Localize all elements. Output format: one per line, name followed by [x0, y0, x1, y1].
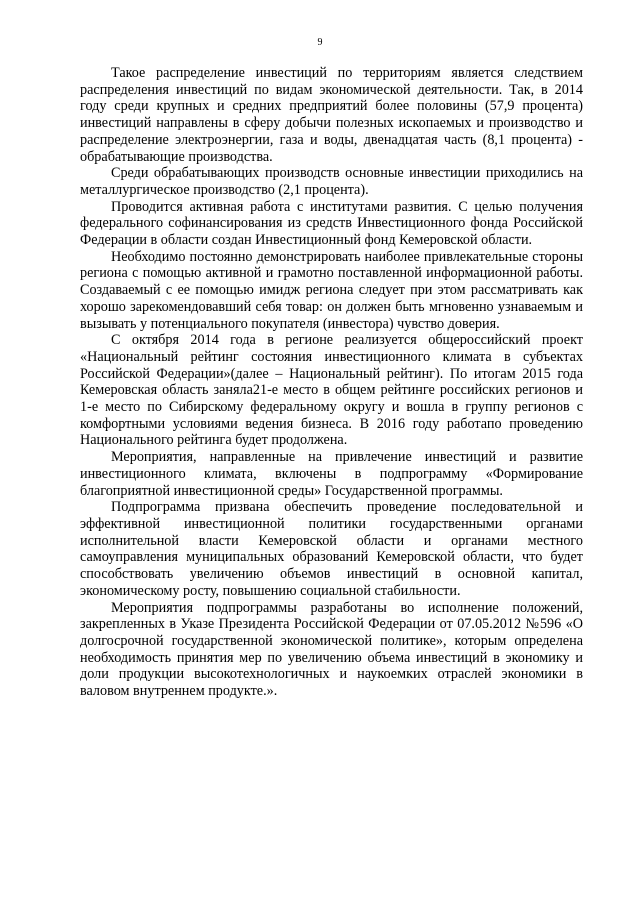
paragraph-investment-distribution: Такое распределение инвестиций по территориям является следствием распределения инвестиций по видам экономической деятельности. Так, в 2014 году среди крупных и средних предприятий более половины (57,9 процента) инвестиций направлены в сферу добычи полезных ископаемых и производство и распределение электроэнергии, газа и воды, двенадцатая часть (8,1 процента) - обрабатывающие производства. [80, 65, 583, 165]
paragraph-presidential-decree: Мероприятия подпрограммы разработаны во исполнение положений, закрепленных в Указе Президента Российской Федерации от 07.05.2012 №596 «О долгосрочной государственной экономической политике», которым определена необходимость принятия мер по увеличению объема инвестиций в экономику и доли продукции высокотехнологичных и наукоемких отраслей экономики в валовом внутреннем продукте.». [80, 599, 583, 700]
paragraph-region-image: Необходимо постоянно демонстрировать наиболее привлекательные стороны региона с помощью активной и грамотно поставленной информационной работы. Создаваемый с ее помощью имидж региона следует при этом рассматривать как хорошо зарекомендовавший себя товар: он должен быть мгновенно узнаваемым и вызывать у потенциального покупателя (инвестора) чувство доверия. [80, 248, 583, 332]
page-number: 9 [317, 37, 323, 48]
document-body [80, 65, 583, 700]
paragraph-development-institutions: Проводится активная работа с институтами развития. С целью получения федерального софинансирования из средств Инвестиционного фонда Российской Федерации в области создан Инвестиционный фонд Кемеровской области. [80, 198, 583, 249]
paragraph-subprogram-purpose: Подпрограмма призвана обеспечить проведение последовательной и эффективной инвестиционной политики государственными органами исполнительной власти Кемеровской области и органами местного самоуправления муниципальных образований Кемеровской области, что будет способствовать увеличению объемов инвестиций в основной капитал, экономическому росту, повышению социальной стабильности. [80, 499, 583, 599]
paragraph-subprogram-measures: Мероприятия, направленные на привлечение инвестиций и развитие инвестиционного климата, включены в подпрограмму «Формирование благоприятной инвестиционной среды» Государственной программы. [80, 449, 583, 499]
paragraph-manufacturing-investments: Среди обрабатывающих производств основные инвестиции приходились на металлургическое производство (2,1 процента). [80, 165, 583, 198]
paragraph-national-rating: С октября 2014 года в регионе реализуется общероссийский проект «Национальный рейтинг состояния инвестиционного климата в субъектах Российской Федерации»(далее – Национальный рейтинг). По итогам 2015 года Кемеровская область заняла21-е место в общем рейтинге российских регионов и 1-е место по Сибирскому федеральному округу и вошла в группу регионов с комфортными условиями ведения бизнеса. В 2016 году работапо проведению Национального рейтинга будет продолжена. [80, 332, 583, 449]
